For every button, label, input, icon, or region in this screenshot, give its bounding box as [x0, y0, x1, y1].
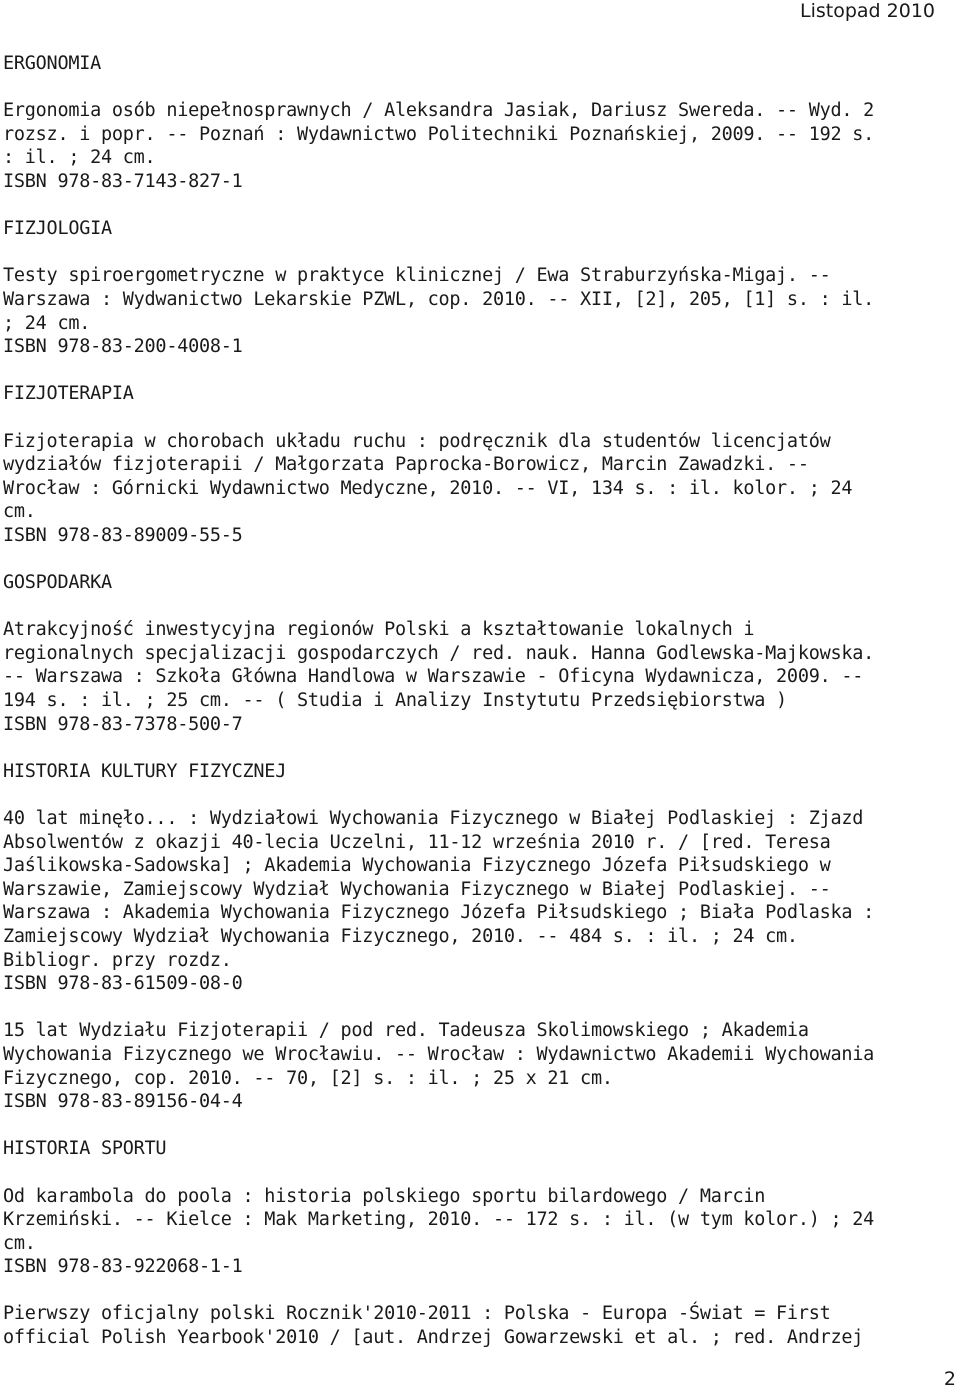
bibliography-entry — [3, 1019, 955, 1113]
entry-isbn: ISBN 978-83-200-4008-1 — [3, 336, 243, 358]
entry-description: Fizjoterapia w chorobach układu ruchu : podręcznik dla studentów licencjatów wydziałów fizjoterapii / Małgorzata Paprocka-Borowicz, Marcin Zawadzki. -- Wrocław : Górnicki Wydawnictwo Medyczne, 2010. -- VI, 134 s. : il. kolor. ; 24 cm. — [3, 430, 853, 523]
section-heading: FIZJOLOGIA — [3, 218, 112, 240]
entry-isbn: ISBN 978-83-89009-55-5 — [3, 524, 243, 546]
document-body — [3, 52, 955, 1350]
entry-isbn: ISBN 978-83-7378-500-7 — [3, 713, 243, 735]
entry-description: Testy spiroergometryczne w praktyce klinicznej / Ewa Straburzyńska-Migaj. -- Warszawa : Wydwanictwo Lekarskie PZWL, cop. 2010. -- XII, [2], 205, [1] s. : il. ; 24 cm. — [3, 265, 875, 334]
entry-description: 15 lat Wydziału Fizjoterapii / pod red. Tadeusza Skolimowskiego ; Akademia Wychowania Fizycznego we Wrocławiu. -- Wrocław : Wydawnictwo Akademii Wychowania Fizycznego, cop. 2010. -- 70, [2] s. : il. ; 25 x 21 cm. — [3, 1020, 875, 1089]
entry-description: Pierwszy oficjalny polski Rocznik'2010-2011 : Polska - Europa -Świat = First official Polish Yearbook'2010 / [aut. Andrzej Gowarzewski et al. ; red. Andrzej — [3, 1303, 864, 1349]
entry-isbn: ISBN 978-83-7143-827-1 — [3, 170, 243, 192]
entry-description: Atrakcyjność inwestycyjna regionów Polski a kształtowanie lokalnych i regionalnych specjalizacji gospodarczych / red. nauk. Hanna Godlewska-Majkowska. -- Warszawa : Szkoła Główna Handlowa w Warszawie - Oficyna Wydawnicza, 2009. -- 194 s. : il. ; 25 cm. -- ( Studia i Analizy Instytutu Przedsiębiorstwa ) — [3, 619, 875, 712]
entry-isbn: ISBN 978-83-922068-1-1 — [3, 1256, 243, 1278]
section-heading: GOSPODARKA — [3, 572, 112, 594]
bibliography-entry — [3, 618, 955, 736]
bibliography-entry — [3, 1302, 955, 1349]
entry-description: 40 lat minęło... : Wydziałowi Wychowania Fizycznego w Białej Podlaskiej : Zjazd Absolwentów z okazji 40-lecia Uczelni, 11-12 września 2010 r. / [red. Teresa Jaślikowska-Sadowska] ; Akademia Wychowania Fizycznego Józefa Piłsudskiego w Warszawie, Zamiejscowy Wydział Wychowania Fizycznego w Białej Podlaskiej. -- Warszawa : Akademia Wychowania Fizycznego Józefa Piłsudskiego ; Biała Podlaska : Zamiejscowy Wydział Wychowania Fizycznego, 2010. -- 484 s. : il. ; 24 cm. Bibliogr. przy rozdz. — [3, 808, 875, 971]
header-title: Listopad 2010 — [800, 0, 935, 22]
entry-isbn: ISBN 978-83-61509-08-0 — [3, 973, 243, 995]
section-heading: ERGONOMIA — [3, 53, 101, 74]
page-number: 2 — [943, 1368, 956, 1390]
section-heading: HISTORIA KULTURY FIZYCZNEJ — [3, 760, 287, 782]
section-heading: HISTORIA SPORTU — [3, 1138, 167, 1160]
bibliography-entry — [3, 264, 955, 358]
entry-description: Ergonomia osób niepełnosprawnych / Aleksandra Jasiak, Dariusz Swereda. -- Wyd. 2 rozsz. i popr. -- Poznań : Wydawnictwo Politechniki Poznańskiej, 2009. -- 192 s. : il. ; 24 cm. — [3, 100, 875, 169]
bibliography-entry — [3, 807, 955, 996]
entry-isbn: ISBN 978-83-89156-04-4 — [3, 1091, 243, 1113]
bibliography-entry — [3, 99, 955, 193]
section-heading: FIZJOTERAPIA — [3, 383, 134, 405]
bibliography-entry — [3, 430, 955, 548]
bibliography-entry — [3, 1185, 955, 1279]
entry-description: Od karambola do poola : historia polskiego sportu bilardowego / Marcin Krzemiński. -- Kielce : Mak Marketing, 2010. -- 172 s. : il. (w tym kolor.) ; 24 cm. — [3, 1185, 875, 1254]
